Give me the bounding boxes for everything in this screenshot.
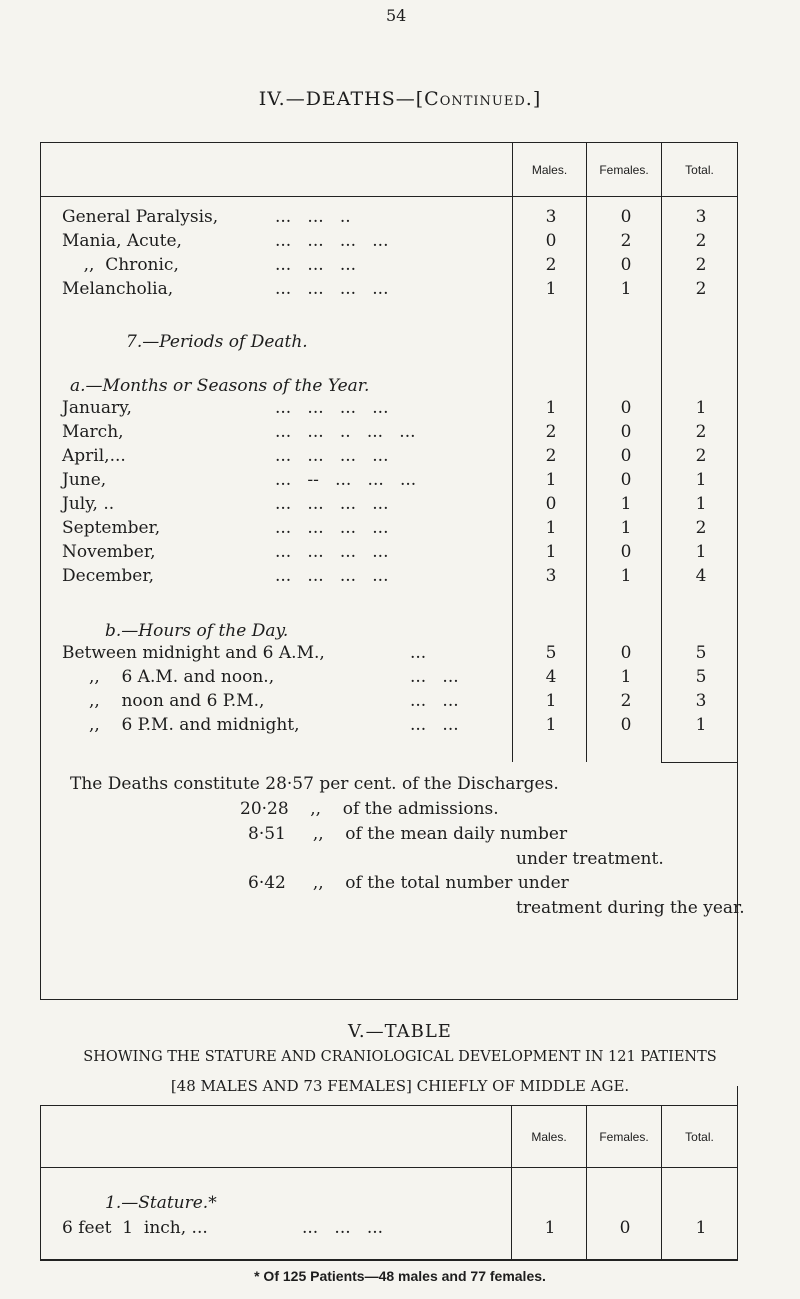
table-row — [0, 542, 800, 565]
section-title-main: IV.—DEATHS— — [258, 88, 416, 110]
table-row — [0, 667, 800, 690]
cell-total: 2 — [695, 279, 707, 299]
cell-males: 1 — [544, 1218, 556, 1238]
cell-males: 2 — [545, 255, 557, 275]
cell-females: 1 — [620, 566, 632, 586]
cell-females: 0 — [620, 422, 632, 442]
cell-females: 2 — [620, 691, 632, 711]
leader-dots: ... ... ... ... — [275, 494, 389, 514]
row-label: 6 feet 1 inch, ... — [62, 1218, 208, 1238]
leader-dots: ... ... ... ... — [275, 566, 389, 586]
table-row — [0, 715, 800, 738]
row-label: ,, Chronic, — [62, 255, 179, 275]
row-label: December, — [62, 566, 154, 586]
cell-females: 1 — [620, 279, 632, 299]
leader-dots: ... ... ... ... — [275, 518, 389, 538]
cell-total: 5 — [695, 667, 707, 687]
table-row — [0, 518, 800, 541]
cell-total: 1 — [695, 494, 707, 514]
table2-header-females: Females. — [599, 1130, 649, 1144]
cell-females: 0 — [620, 207, 632, 227]
table-row — [0, 470, 800, 493]
cell-total: 1 — [695, 1218, 707, 1238]
table2-header-rule — [40, 1167, 738, 1168]
subsection-months: a.—Months or Seasons of the Year. — [70, 376, 370, 396]
row-label: Melancholia, — [62, 279, 174, 299]
table-row — [0, 566, 800, 589]
cell-total: 1 — [695, 470, 707, 490]
leader-dots: ... ... — [410, 667, 459, 687]
table2-header-total: Total. — [685, 1130, 714, 1144]
cell-males: 5 — [545, 643, 557, 663]
cell-total: 2 — [695, 231, 707, 251]
cell-males: 0 — [545, 231, 557, 251]
section-title-continued: [Continued.] — [415, 88, 542, 110]
leader-dots: ... ... ... — [302, 1218, 384, 1238]
table-row — [0, 691, 800, 714]
table2-header-males: Males. — [531, 1130, 567, 1144]
cell-males: 1 — [545, 470, 557, 490]
row-label: November, — [62, 542, 156, 562]
cell-females: 2 — [620, 231, 632, 251]
table2-title: V.—TABLE — [348, 1021, 452, 1042]
page-number: 54 — [386, 6, 407, 25]
cell-total: 2 — [695, 518, 707, 538]
cell-males: 3 — [545, 207, 557, 227]
cell-males: 1 — [545, 398, 557, 418]
cell-total: 1 — [695, 542, 707, 562]
cell-males: 1 — [545, 715, 557, 735]
cell-total: 4 — [695, 566, 707, 586]
leader-dots: ... ... .. — [275, 207, 351, 227]
section-periods-of-death: 7.—Periods of Death. — [126, 332, 308, 352]
leader-dots: ... -- ... ... ... — [275, 470, 417, 490]
cell-females: 1 — [620, 494, 632, 514]
leader-dots: ... ... ... ... — [275, 279, 389, 299]
table2-row-stature — [0, 1218, 800, 1241]
cell-females: 0 — [620, 715, 632, 735]
subsection-hours: b.—Hours of the Day. — [105, 621, 289, 641]
cell-females: 0 — [620, 446, 632, 466]
table2-bottom-rule — [40, 1259, 738, 1261]
leader-dots: ... ... ... ... — [275, 542, 389, 562]
row-label: July, .. — [62, 494, 115, 514]
table-row — [0, 398, 800, 421]
cell-total: 2 — [695, 446, 707, 466]
cell-total: 3 — [695, 691, 707, 711]
cell-females: 0 — [620, 643, 632, 663]
footnote: * Of 125 Patients—48 males and 77 females. — [254, 1268, 546, 1284]
cell-total: 2 — [695, 422, 707, 442]
table1-header-total: Total. — [685, 163, 714, 177]
row-label: September, — [62, 518, 161, 538]
summary-line-1: The Deaths constitute 28·57 per cent. of the Discharges. — [70, 774, 559, 794]
section-title — [0, 88, 800, 110]
row-label: ,, 6 A.M. and noon., — [62, 667, 275, 687]
row-label: ,, noon and 6 P.M., — [62, 691, 265, 711]
row-label: General Paralysis, — [62, 207, 219, 227]
cell-females: 1 — [620, 667, 632, 687]
table-row — [0, 255, 800, 278]
table-row — [0, 207, 800, 230]
summary-line-5: 6·42 ,, of the total number under — [248, 873, 569, 893]
cell-total: 2 — [695, 255, 707, 275]
cell-females: 1 — [620, 518, 632, 538]
section-stature: 1.—Stature.* — [105, 1193, 217, 1213]
cell-males: 1 — [545, 279, 557, 299]
cell-males: 0 — [545, 494, 557, 514]
cell-males: 1 — [545, 518, 557, 538]
table-row — [0, 494, 800, 517]
summary-line-6: treatment during the year. — [516, 898, 745, 918]
row-label: January, — [62, 398, 132, 418]
cell-males: 1 — [545, 542, 557, 562]
leader-dots: ... ... .. ... ... — [275, 422, 416, 442]
cell-total: 5 — [695, 643, 707, 663]
row-label: June, — [62, 470, 107, 490]
cell-females: 0 — [620, 470, 632, 490]
leader-dots: ... ... ... — [275, 255, 357, 275]
table2-subtitle-2: [48 MALES AND 73 FEMALES] CHIEFLY OF MIDDLE AGE. — [170, 1077, 630, 1095]
row-label: April,... — [62, 446, 126, 466]
leader-dots: ... ... — [410, 715, 459, 735]
leader-dots: ... — [410, 643, 427, 663]
cell-females: 0 — [620, 255, 632, 275]
row-label: ,, 6 P.M. and midnight, — [62, 715, 300, 735]
row-label: March, — [62, 422, 124, 442]
summary-line-3: 8·51 ,, of the mean daily number — [248, 824, 568, 844]
table-row — [0, 422, 800, 445]
cell-total: 1 — [695, 715, 707, 735]
cell-females: 0 — [619, 1218, 631, 1238]
leader-dots: ... ... ... ... — [275, 398, 389, 418]
table2-top-rule — [40, 1105, 738, 1106]
table-row — [0, 231, 800, 254]
cell-males: 2 — [545, 446, 557, 466]
table2-subtitle-1: SHOWING THE STATURE AND CRANIOLOGICAL DEVELOPMENT IN 121 PATIENTS — [83, 1049, 717, 1065]
cell-total: 1 — [695, 398, 707, 418]
table1-header-rule — [40, 196, 738, 197]
table1-header-males: Males. — [531, 163, 568, 177]
row-label: Between midnight and 6 A.M., — [62, 643, 325, 663]
table-row — [0, 279, 800, 302]
leader-dots: ... ... — [410, 691, 459, 711]
row-label: Mania, Acute, — [62, 231, 182, 251]
table1-top-rule — [40, 142, 738, 143]
table1-total-underline — [661, 762, 738, 763]
cell-males: 4 — [545, 667, 557, 687]
cell-females: 0 — [620, 398, 632, 418]
table-row — [0, 643, 800, 666]
leader-dots: ... ... ... ... — [275, 231, 389, 251]
cell-males: 1 — [545, 691, 557, 711]
summary-line-2: 20·28 ,, of the admissions. — [240, 799, 499, 819]
table1-header-females: Females. — [599, 163, 649, 177]
cell-total: 3 — [695, 207, 707, 227]
cell-males: 2 — [545, 422, 557, 442]
cell-females: 0 — [620, 542, 632, 562]
summary-line-4: under treatment. — [516, 849, 664, 869]
table1-bottom-rule — [40, 999, 738, 1000]
cell-males: 3 — [545, 566, 557, 586]
table-row — [0, 446, 800, 469]
leader-dots: ... ... ... ... — [275, 446, 389, 466]
